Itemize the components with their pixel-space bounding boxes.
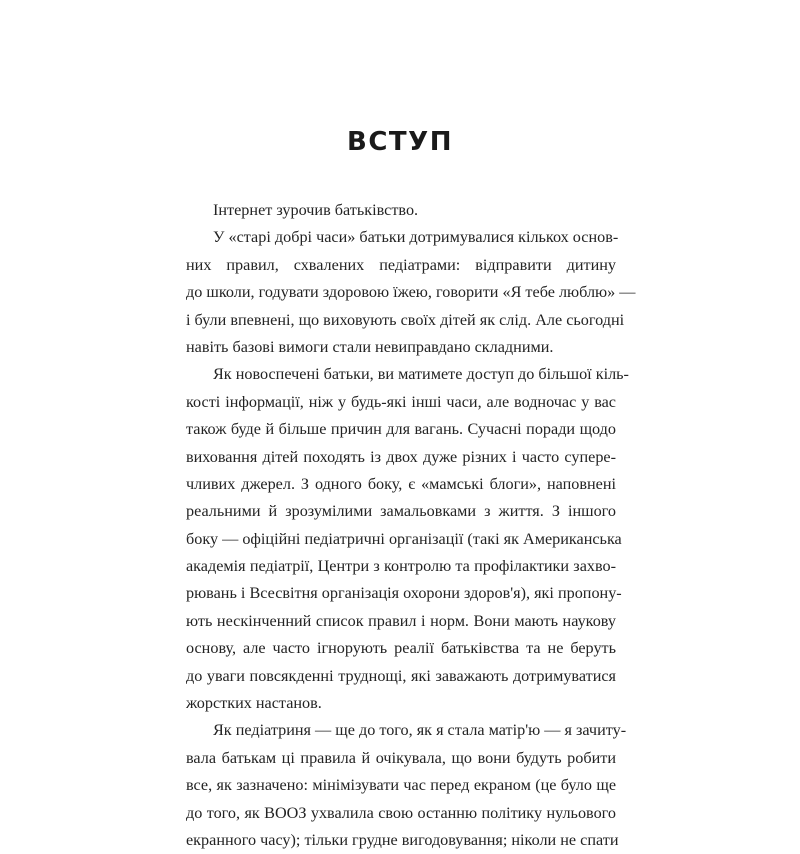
text-line: кості інформації, ніж у будь-які інші часи, але водночас у вас (186, 392, 616, 411)
chapter-body (186, 197, 636, 854)
text-line: академія педіатрії, Центри з контролю та профілактики захво- (186, 557, 616, 576)
chapter-title: ВСТУП (347, 127, 453, 157)
text-line: вала батькам ці правила й очікувала, що вони будуть робити (186, 748, 616, 767)
text-line: чливих джерел. З одного боку, є «мамські блоги», наповнені (186, 474, 616, 493)
text-line: і були впевнені, що виховують своїх дітей як слід. Але сьогодні (186, 310, 625, 329)
text-line: Як педіатриня — ще до того, як я стала матір'ю — я зачиту- (213, 721, 627, 740)
text-line: екранного часу); тільки грудне вигодовування; ніколи не спати (186, 830, 619, 849)
text-line: навіть базові вимоги стали невиправдано складними. (186, 337, 554, 356)
text-line: них правил, схвалених педіатрами: відправити дитину (186, 255, 616, 274)
text-line: боку — офіційні педіатричні організації (такі як Американська (186, 529, 622, 548)
text-line: Як новоспечені батьки, ви матимете доступ до більшої кіль- (213, 365, 629, 384)
text-line: рювань і Всесвітня організація охорони здоров'я), які пропону- (186, 584, 622, 603)
text-line: жорстких настанов. (186, 694, 322, 713)
text-line: реальними й зрозумілими замальовками з життя. З іншого (186, 502, 616, 521)
text-line: Інтернет зурочив батьківство. (213, 201, 419, 219)
text-line: У «старі добрі часи» батьки дотримувалися кількох основ- (213, 228, 619, 247)
text-line: виховання дітей походять із двох дуже різних і часто супере- (186, 447, 616, 466)
text-line: до школи, годувати здоровою їжею, говорити «Я тебе люблю» — (186, 283, 636, 302)
text-line: до уваги повсякденні труднощі, які заважають дотримуватися (186, 666, 616, 685)
text-line: до того, як ВООЗ ухвалила свою останню політику нульового (186, 803, 616, 822)
text-line: основу, але часто ігнорують реалії батьківства та не беруть (186, 639, 616, 658)
text-line: все, як зазначено: мінімізувати час перед екраном (це було ще (186, 776, 616, 795)
text-line: також буде й більше причин для вагань. Сучасні поради щодо (186, 420, 616, 439)
text-line: ють нескінченний список правил і норм. Вони мають наукову (186, 611, 616, 630)
